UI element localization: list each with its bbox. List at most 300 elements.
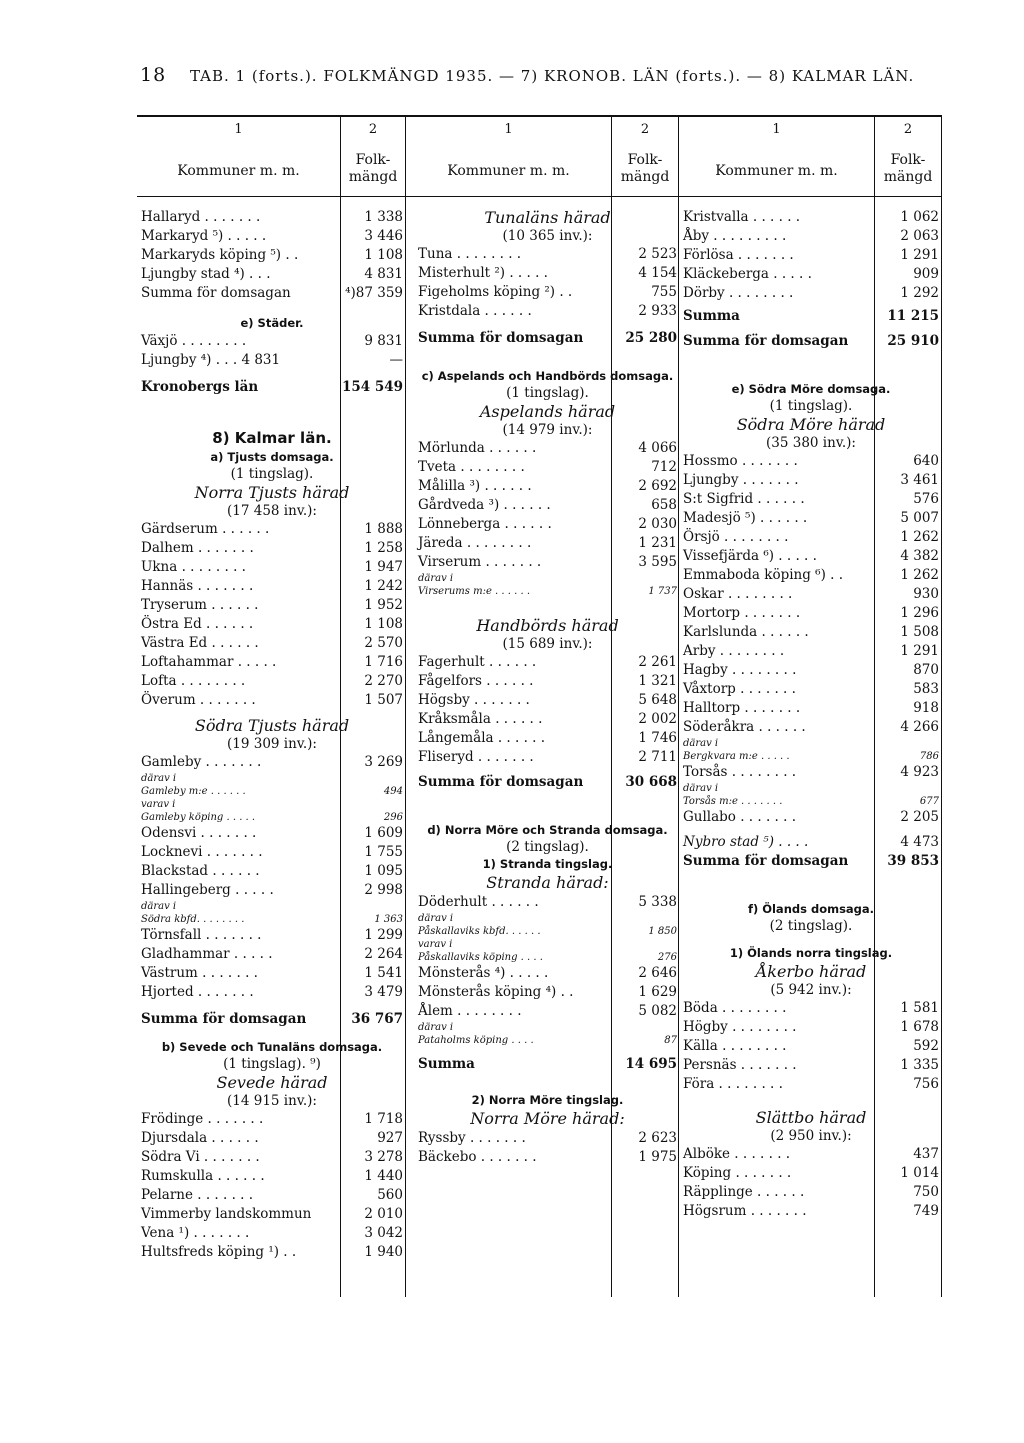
municipality-name: Döderhult . . . . . . [418, 894, 539, 910]
population-note: (14 979 inv.): [502, 422, 593, 438]
table-row [418, 283, 677, 302]
municipality-name: Mönsterås ⁴) . . . . . [418, 965, 549, 981]
table-row [683, 642, 939, 661]
municipality-name: Gamleby . . . . . . . [141, 754, 262, 770]
table-row [141, 1243, 403, 1262]
section-heading: c) Aspelands och Handbörds domsaga. [421, 369, 674, 383]
municipality-name: Västra Ed . . . . . . [141, 635, 259, 651]
population-value: 2 623 [638, 1130, 677, 1146]
municipality-name: därav i [418, 1022, 454, 1033]
sub-row [418, 925, 677, 938]
population-value: 1 014 [900, 1165, 939, 1181]
population-value: 154 549 [341, 379, 403, 395]
table-row [683, 999, 939, 1018]
population-value: 1 062 [900, 209, 939, 225]
municipality-name: varav i [141, 799, 176, 810]
population-value: 640 [913, 453, 939, 469]
table-row [683, 1164, 939, 1183]
population-value: 677 [919, 796, 939, 807]
tingslag-note: (1 tingslag). [769, 398, 853, 414]
population-value: 11 215 [887, 308, 939, 324]
population-value: 4 382 [900, 548, 939, 564]
municipality-name: Fagerhult . . . . . . [418, 654, 537, 670]
population-value: 5 082 [638, 1003, 677, 1019]
population-value: 1 291 [900, 643, 939, 659]
municipality-name: Överum . . . . . . . [141, 692, 256, 708]
population-value: 1 746 [638, 730, 677, 746]
col-header: Folk- mängd [883, 152, 933, 185]
spacer [141, 303, 403, 315]
population-value: 2 570 [364, 635, 403, 651]
table-row [141, 577, 403, 596]
table-row [418, 964, 677, 983]
table-row [683, 763, 939, 782]
table-row [418, 748, 677, 767]
municipality-name: Emmaboda köping ⁶) . . [683, 567, 843, 583]
municipality-name: Summa [683, 308, 740, 324]
population-value: 2 523 [638, 246, 677, 262]
table-row [683, 246, 939, 265]
population-note: (5 942 inv.): [770, 982, 852, 998]
municipality-name: Växjö . . . . . . . . [141, 333, 247, 349]
table-row [141, 520, 403, 539]
municipality-name: Gärdserum . . . . . . [141, 521, 270, 537]
head-rule [137, 196, 942, 197]
municipality-name: Rumskulla . . . . . . [141, 1168, 265, 1184]
municipality-name: Nybro stad ⁵) . . . . [683, 834, 809, 850]
table-row [418, 983, 677, 1002]
col-header: Folk- mängd [620, 152, 670, 185]
population-note: (17 458 inv.): [227, 503, 317, 519]
table-row [683, 1018, 939, 1037]
municipality-name: därav i [141, 901, 177, 912]
population-value: 4 473 [900, 834, 939, 850]
population-note: (19 309 inv.): [227, 736, 317, 752]
table-row [418, 534, 677, 553]
population-value: 4 923 [900, 764, 939, 780]
municipality-name: Summa för domsagan [141, 1011, 307, 1027]
sub-row [683, 737, 939, 750]
municipality-name: därav i [683, 783, 719, 794]
harad-heading: Aspelands härad [479, 402, 616, 421]
spacer [418, 1074, 677, 1092]
municipality-name: Locknevi . . . . . . . [141, 844, 263, 860]
municipality-name: Gullabo . . . . . . . [683, 809, 797, 825]
municipality-name: Räpplinge . . . . . . [683, 1184, 805, 1200]
municipality-name: Hjorted . . . . . . . [141, 984, 254, 1000]
municipality-name: Böda . . . . . . . . [683, 1000, 787, 1016]
population-value: 756 [913, 1076, 939, 1092]
left-column [141, 208, 403, 1262]
population-value: 870 [913, 662, 939, 678]
municipality-name: därav i [418, 573, 454, 584]
municipality-name: Mörlunda . . . . . . [418, 440, 537, 456]
sub-row [418, 572, 677, 585]
harad-heading: Norra Tjusts härad [194, 483, 350, 502]
municipality-name: Mortorp . . . . . . . [683, 605, 801, 621]
table-row [141, 246, 403, 265]
population-value: 2 264 [364, 946, 403, 962]
municipality-name: varav i [418, 939, 453, 950]
population-value: 583 [913, 681, 939, 697]
population-value: 1 242 [364, 578, 403, 594]
population-value: ⁴)87 359 [345, 285, 403, 301]
population-value: 750 [913, 1184, 939, 1200]
municipality-name: Madesjö ⁵) . . . . . . [683, 510, 808, 526]
population-value: 712 [651, 459, 677, 475]
table-row [141, 227, 403, 246]
table-row [418, 653, 677, 672]
municipality-name: Fliseryd . . . . . . . [418, 749, 534, 765]
municipality-name: Gamleby köping . . . . . [141, 812, 256, 823]
population-value: 1 335 [900, 1057, 939, 1073]
sub-row [683, 750, 939, 763]
harad-heading: Södra Tjusts härad [194, 716, 350, 735]
population-value: 2 030 [638, 516, 677, 532]
section-heading: 1) Stranda tingslag. [482, 857, 613, 871]
spacer [418, 1047, 677, 1055]
tingslag-note: (2 tingslag). [506, 839, 589, 855]
table-row [141, 1167, 403, 1186]
population-value: 1 262 [900, 529, 939, 545]
municipality-name: Söderåkra . . . . . . [683, 719, 806, 735]
municipality-name: Ljungby ⁴) . . . 4 831 [141, 352, 281, 368]
population-value: 2 261 [638, 654, 677, 670]
total-row [418, 773, 677, 792]
municipality-name: Summa för domsagan [683, 853, 849, 869]
municipality-name: Torsås m:e . . . . . . . [683, 796, 783, 807]
table-row [141, 945, 403, 964]
municipality-name: Arby . . . . . . . . [683, 643, 785, 659]
population-value: 1 975 [638, 1149, 677, 1165]
spacer [141, 370, 403, 378]
population-value: 1 581 [900, 1000, 939, 1016]
municipality-name: Halltorp . . . . . . . [683, 700, 801, 716]
municipality-name: Summa för domsagan [418, 330, 584, 346]
col-header: Folk- mängd [348, 152, 398, 185]
table-row [418, 893, 677, 912]
population-note: (10 365 inv.): [502, 228, 593, 244]
table-row [418, 1148, 677, 1167]
table-row [683, 1145, 939, 1164]
municipality-name: Misterhult ²) . . . . . [418, 265, 548, 281]
municipality-name: Ljungby . . . . . . . [683, 472, 799, 488]
top-rule [137, 115, 942, 117]
population-value: 1 292 [900, 285, 939, 301]
table-row [141, 672, 403, 691]
table-row [418, 710, 677, 729]
population-value: 927 [377, 1130, 403, 1146]
table-row [418, 1002, 677, 1021]
population-value: 39 853 [887, 853, 939, 869]
total-row [418, 1055, 677, 1074]
col-number: 2 [640, 122, 650, 137]
table-row [141, 1148, 403, 1167]
municipality-name: Gladhammar . . . . . [141, 946, 273, 962]
col-header: Kommuner m. m. [715, 163, 838, 179]
table-row [418, 691, 677, 710]
spacer [683, 351, 939, 381]
sub-row [418, 585, 677, 598]
harad-heading: Tunaläns härad [484, 208, 611, 227]
table-row [683, 1037, 939, 1056]
sub-row [418, 912, 677, 925]
population-note: (15 689 inv.): [502, 636, 593, 652]
table-row [683, 265, 939, 284]
table-row [683, 623, 939, 642]
total-row [683, 307, 939, 326]
table-row [418, 553, 677, 572]
table-row [418, 515, 677, 534]
population-note: (2 950 inv.): [770, 1128, 852, 1144]
middle-column [418, 208, 677, 1167]
tingslag-note: (1 tingslag). ⁹) [223, 1056, 321, 1072]
table-row [683, 471, 939, 490]
municipality-name: Alböke . . . . . . . [683, 1146, 791, 1162]
municipality-name: Tveta . . . . . . . . [418, 459, 525, 475]
table-row [683, 547, 939, 566]
municipality-name: Påskallaviks kbfd. . . . . . [418, 926, 541, 937]
municipality-name: Lönneberga . . . . . . [418, 516, 552, 532]
table-row [683, 528, 939, 547]
municipality-name: Ukna . . . . . . . . [141, 559, 246, 575]
municipality-name: därav i [683, 738, 719, 749]
municipality-name: Lofta . . . . . . . . [141, 673, 246, 689]
municipality-name: Odensvi . . . . . . . [141, 825, 257, 841]
population-value: 1 952 [364, 597, 403, 613]
population-value: 1 262 [900, 567, 939, 583]
total-row [683, 332, 939, 351]
population-value: 1 095 [364, 863, 403, 879]
population-value: 1 716 [364, 654, 403, 670]
population-value: 1 940 [364, 1244, 403, 1260]
table-row [141, 964, 403, 983]
col-header: Kommuner m. m. [447, 163, 570, 179]
harad-heading: Åkerbo härad [755, 962, 867, 981]
municipality-name: Ryssby . . . . . . . [418, 1130, 526, 1146]
population-value: 1 258 [364, 540, 403, 556]
municipality-name: Hossmo . . . . . . . [683, 453, 798, 469]
section-heading: 1) Ölands norra tingslag. [729, 946, 893, 960]
table-row [141, 558, 403, 577]
table-row [418, 458, 677, 477]
population-value: 1 718 [364, 1111, 403, 1127]
municipality-name: Mönsterås köping ⁴) . . [418, 984, 574, 1000]
total-row [683, 852, 939, 871]
population-note: (14 915 inv.): [227, 1093, 317, 1109]
municipality-name: Figeholms köping ²) . . [418, 284, 573, 300]
page-title: TAB. 1 (forts.). FOLKMÄNGD 1935. — 7) KRONOB. LÄN (forts.). — 8) KALMAR LÄN. [189, 67, 915, 85]
spacer [141, 1002, 403, 1010]
municipality-name: Tuna . . . . . . . . [418, 246, 522, 262]
municipality-name: Törnsfall . . . . . . . [141, 927, 262, 943]
municipality-name: Hagby . . . . . . . . [683, 662, 797, 678]
population-value: 658 [651, 497, 677, 513]
municipality-name: Dörby . . . . . . . . [683, 285, 794, 301]
population-value: 87 [664, 1035, 677, 1046]
municipality-name: Påskallaviks köping . . . . [418, 952, 543, 963]
tingslag-note: (2 tingslag). [769, 918, 853, 934]
population-value: 930 [913, 586, 939, 602]
population-value: 36 767 [351, 1011, 403, 1027]
table-row [418, 1129, 677, 1148]
table-row [683, 490, 939, 509]
table-row [141, 983, 403, 1002]
population-value: 1 609 [364, 825, 403, 841]
table-row [141, 1205, 403, 1224]
population-value: 1 755 [364, 844, 403, 860]
col-number: 2 [368, 122, 378, 137]
table-row [683, 227, 939, 246]
municipality-name: Hannäs . . . . . . . [141, 578, 254, 594]
table-row [683, 699, 939, 718]
col-number: 1 [772, 122, 781, 137]
total-row [418, 329, 677, 348]
municipality-name: Vimmerby landskommun [141, 1206, 312, 1222]
population-value: 2 063 [900, 228, 939, 244]
population-value: 3 461 [900, 472, 939, 488]
population-value: 1 291 [900, 247, 939, 263]
municipality-name: Vena ¹) . . . . . . . [141, 1225, 250, 1241]
sub-row [141, 900, 403, 913]
municipality-name: Persnäs . . . . . . . [683, 1057, 797, 1073]
table-row [683, 566, 939, 585]
population-value: 749 [913, 1203, 939, 1219]
table-row [141, 634, 403, 653]
right-column [683, 208, 939, 1221]
population-value: 3 269 [364, 754, 403, 770]
municipality-name: Markaryds köping ⁵) . . [141, 247, 299, 263]
population-value: 2 692 [638, 478, 677, 494]
spacer [418, 598, 677, 616]
population-value: 560 [377, 1187, 403, 1203]
population-value: 755 [651, 284, 677, 300]
population-value: 4 266 [900, 719, 939, 735]
population-value: 25 280 [625, 330, 677, 346]
municipality-name: Kristvalla . . . . . . [683, 209, 801, 225]
municipality-name: Källa . . . . . . . . [683, 1038, 787, 1054]
population-value: 909 [913, 266, 939, 282]
population-value: 4 154 [638, 265, 677, 281]
municipality-name: Ljungby stad ⁴) . . . [141, 266, 271, 282]
population-note: (35 380 inv.): [766, 435, 856, 451]
population-value: — [389, 352, 403, 368]
municipality-name: Fågelfors . . . . . . [418, 673, 534, 689]
population-value: 1 678 [900, 1019, 939, 1035]
population-value: 2 002 [638, 711, 677, 727]
municipality-name: Bergkvara m:e . . . . . [683, 751, 790, 762]
table-row [141, 691, 403, 710]
harad-heading: Stranda härad: [486, 873, 609, 892]
spacer [683, 1094, 939, 1108]
population-value: 5 648 [638, 692, 677, 708]
municipality-name: därav i [418, 913, 454, 924]
table-row [141, 881, 403, 900]
municipality-name: Pataholms köping . . . . [418, 1035, 534, 1046]
table-row [683, 1183, 939, 1202]
harad-heading: Södra Möre härad [736, 415, 886, 434]
population-value: 25 910 [887, 333, 939, 349]
municipality-name: Kristdala . . . . . . [418, 303, 532, 319]
municipality-name: Södra Vi . . . . . . . [141, 1149, 260, 1165]
table-row [418, 496, 677, 515]
population-value: 1 541 [364, 965, 403, 981]
population-value: 2 998 [364, 882, 403, 898]
section-heading: e) Södra Möre domsaga. [731, 382, 891, 396]
sub-row [141, 811, 403, 824]
municipality-name: Hallaryd . . . . . . . [141, 209, 261, 225]
spacer [683, 935, 939, 945]
tingslag-note: (1 tingslag). [230, 466, 314, 482]
table-row [683, 808, 939, 827]
municipality-name: Bäckebo . . . . . . . [418, 1149, 537, 1165]
municipality-name: Dalhem . . . . . . . [141, 540, 254, 556]
page-number: 18 [140, 64, 167, 86]
municipality-name: Ålem . . . . . . . . [418, 1003, 522, 1019]
municipality-name: Summa för domsagan [141, 285, 291, 301]
municipality-name: Kråksmåla . . . . . . [418, 711, 543, 727]
population-value: 30 668 [625, 774, 677, 790]
municipality-name: Hultsfreds köping ¹) . . [141, 1244, 297, 1260]
population-value: 786 [919, 751, 939, 762]
municipality-name: Virserums m:e . . . . . . [418, 586, 531, 597]
population-value: 2 205 [900, 809, 939, 825]
population-value: 2 933 [638, 303, 677, 319]
municipality-name: S:t Sigfrid . . . . . . [683, 491, 805, 507]
table-row [683, 284, 939, 303]
population-value: 1 321 [638, 673, 677, 689]
sub-row [418, 1034, 677, 1047]
municipality-name: Torsås . . . . . . . . [683, 764, 797, 780]
population-value: 2 711 [638, 749, 677, 765]
table-row [141, 265, 403, 284]
total-row [141, 1010, 403, 1029]
municipality-name: Västrum . . . . . . . [141, 965, 258, 981]
section-heading: a) Tjusts domsaga. [210, 450, 334, 464]
population-value: 5 338 [638, 894, 677, 910]
municipality-name: Östra Ed . . . . . . [141, 616, 254, 632]
population-value: 3 479 [364, 984, 403, 1000]
population-value: 9 831 [364, 333, 403, 349]
table-row [141, 1186, 403, 1205]
population-value: 1 508 [900, 624, 939, 640]
population-value: 2 646 [638, 965, 677, 981]
population-value: 3 595 [638, 554, 677, 570]
municipality-name: Högsby . . . . . . . [418, 692, 530, 708]
population-value: 592 [913, 1038, 939, 1054]
sub-row [141, 798, 403, 811]
spacer [141, 397, 403, 427]
table-row [141, 332, 403, 351]
municipality-name: Oskar . . . . . . . . [683, 586, 793, 602]
population-value: 1 231 [638, 535, 677, 551]
col-divider [678, 117, 679, 1297]
table-row [141, 862, 403, 881]
municipality-name: Karlslunda . . . . . . [683, 624, 809, 640]
municipality-name: Åby . . . . . . . . . [683, 228, 787, 244]
population-value: 1 338 [364, 209, 403, 225]
table-row [683, 585, 939, 604]
table-row [141, 596, 403, 615]
table-row [418, 245, 677, 264]
sub-row [141, 913, 403, 926]
municipality-name: Djursdala . . . . . . [141, 1130, 259, 1146]
col-divider [941, 117, 942, 1297]
table-row [683, 1202, 939, 1221]
population-value: 2 010 [364, 1206, 403, 1222]
spacer [418, 321, 677, 329]
municipality-name: Gårdveda ³) . . . . . . [418, 497, 551, 513]
